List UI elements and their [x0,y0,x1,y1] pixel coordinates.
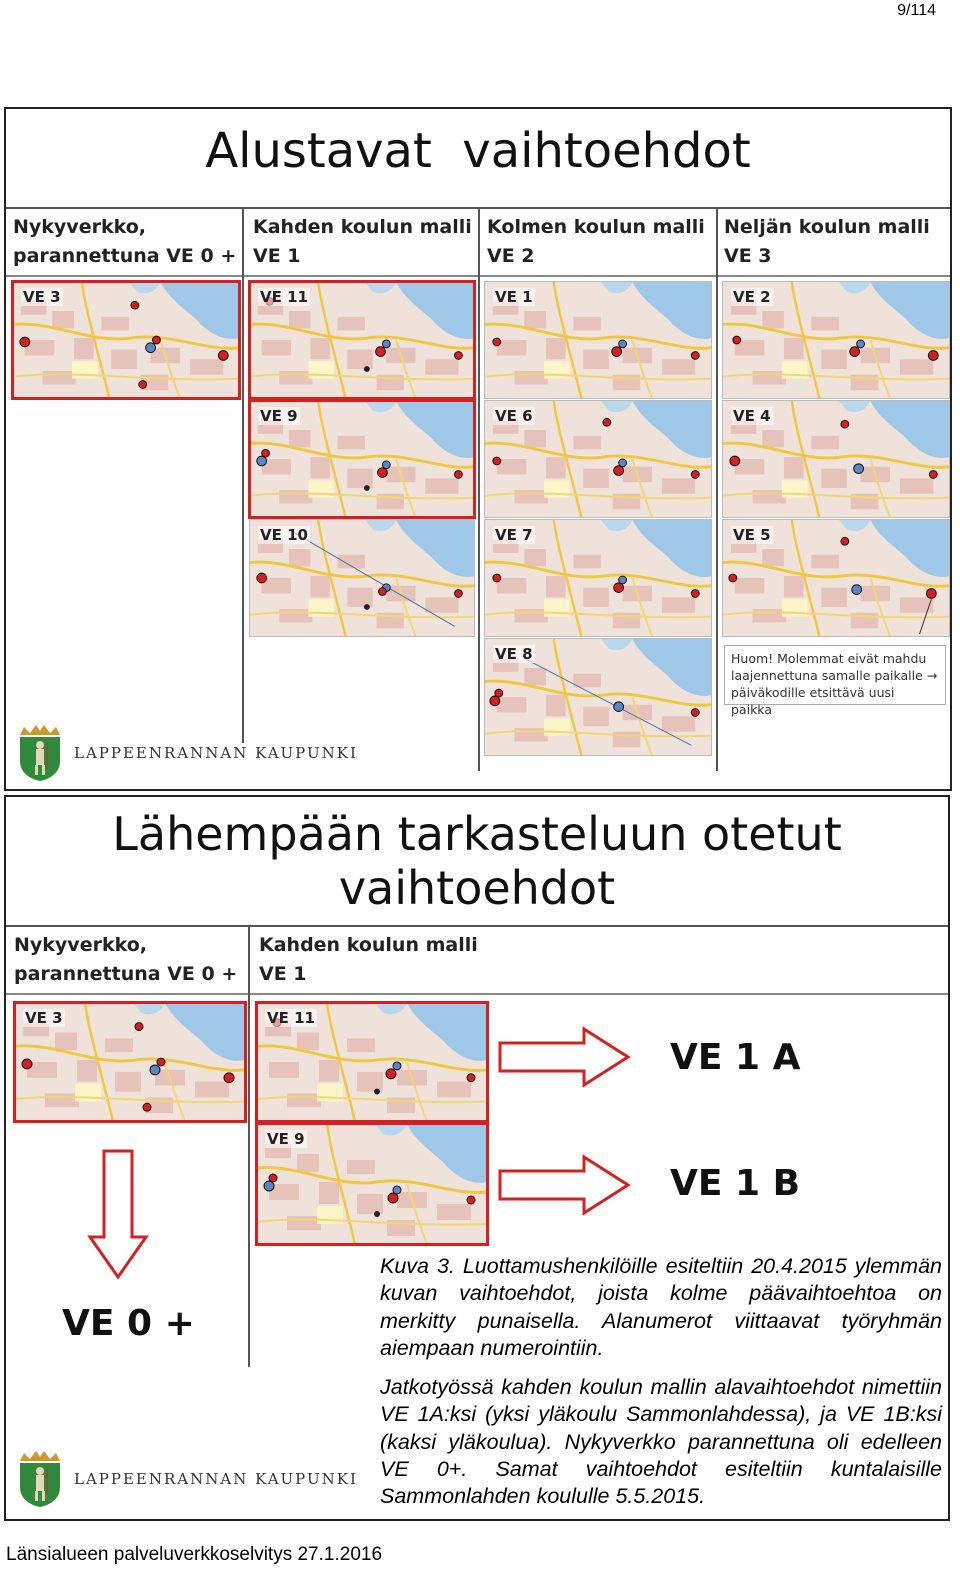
map-label: VE 9 [267,1130,305,1148]
map-ve2 [722,281,950,399]
map-label: VE 6 [495,407,533,425]
slide-title: Alustavat vaihtoehdot [205,123,751,179]
ve1b-label: VE 1 B [670,1163,801,1204]
map-label: VE 9 [260,407,298,425]
highlight-box [248,399,476,519]
map-label: VE 7 [495,526,533,544]
map-ve4 [722,400,950,518]
page-footer: Länsialueen palveluverkkoselvitys 27.1.2016 [6,1544,383,1565]
map-label: VE 3 [23,288,61,306]
map-label: VE 1 [495,288,533,306]
caption-paragraph: Kuva 3. Luottamushenkilöille esiteltiin 20.4.2015 ylemmän kuvan vaihtoehdot, joista kolme päävaihtoehtoa on merkitty punaisella. Alanumerot viittaavat työryhmän aiempaan numerointiin. [380,1254,942,1360]
arrow-down-icon [86,1147,150,1281]
column-header-ve0: Nykyverkko, parannettuna VE 0 + [14,934,238,985]
logo-text: LAPPEENRANNAN KAUPUNKI [74,744,358,762]
logo-text: LAPPEENRANNAN KAUPUNKI [74,1470,358,1488]
map-label: VE 11 [267,1009,315,1027]
map-ve1 [484,281,712,399]
map-ve5 [722,519,950,637]
coat-of-arms-icon [16,723,64,783]
highlight-box [255,1122,489,1246]
ve1a-label: VE 1 A [670,1037,801,1078]
map-label: VE 3 [25,1009,63,1027]
highlight-box [13,1001,247,1123]
slide-title: Lähempään tarkasteluun otetut vaihtoehdot [112,807,842,915]
arrow-right-icon [496,1025,632,1089]
column-header-ve1: Kahden koulun malli VE 1 [253,216,472,267]
caption-paragraph: Jatkotyössä kahden koulun mallin alavaihtoehdot nimettiin VE 1A:ksi (yksi yläkoulu Sammonlahdessa), ja VE 1B:ksi (kaksi yläkoulua). Nykyverkko parannettuna oli edelleen VE 0+. Samat vaihtoehdot esiteltiin kuntalaisille Sammonlahden koululle 5.5.2015. [380,1375,942,1509]
map-ve7 [484,519,712,637]
city-logo [16,1449,358,1509]
map-label: VE 2 [733,288,771,306]
coat-of-arms-icon [16,1449,64,1509]
map-label: VE 10 [260,526,308,544]
figure-caption [380,1253,942,1511]
highlight-box [248,280,476,400]
map-label: VE 5 [733,526,771,544]
map-ve10 [249,519,475,637]
slide-alustavat-vaihtoehdot [4,107,952,791]
arrow-right-icon [496,1153,632,1217]
city-logo [16,723,358,783]
map-ve6 [484,400,712,518]
map-label: VE 11 [260,288,308,306]
map-label: VE 4 [733,407,771,425]
slide-lahempaan-tarkasteluun [4,795,950,1521]
map-label: VE 8 [495,645,533,663]
column-header-ve1: Kahden koulun malli VE 1 [259,934,478,985]
ve0-label: VE 0 + [62,1303,195,1344]
column-header-ve2: Kolmen koulun malli VE 2 [487,216,705,267]
note-box: Huom! Molemmat eivät mahdu laajennettuna samalle paikalle → päiväkodille etsittävä uusi paikka [724,645,946,705]
page-number: 9/114 [897,2,936,19]
highlight-box [255,1001,489,1123]
column-header-ve3: Neljän koulun malli VE 3 [724,216,930,267]
column-header-ve0: Nykyverkko, parannettuna VE 0 + [13,216,237,267]
map-ve8 [484,638,712,756]
highlight-box [11,280,241,400]
